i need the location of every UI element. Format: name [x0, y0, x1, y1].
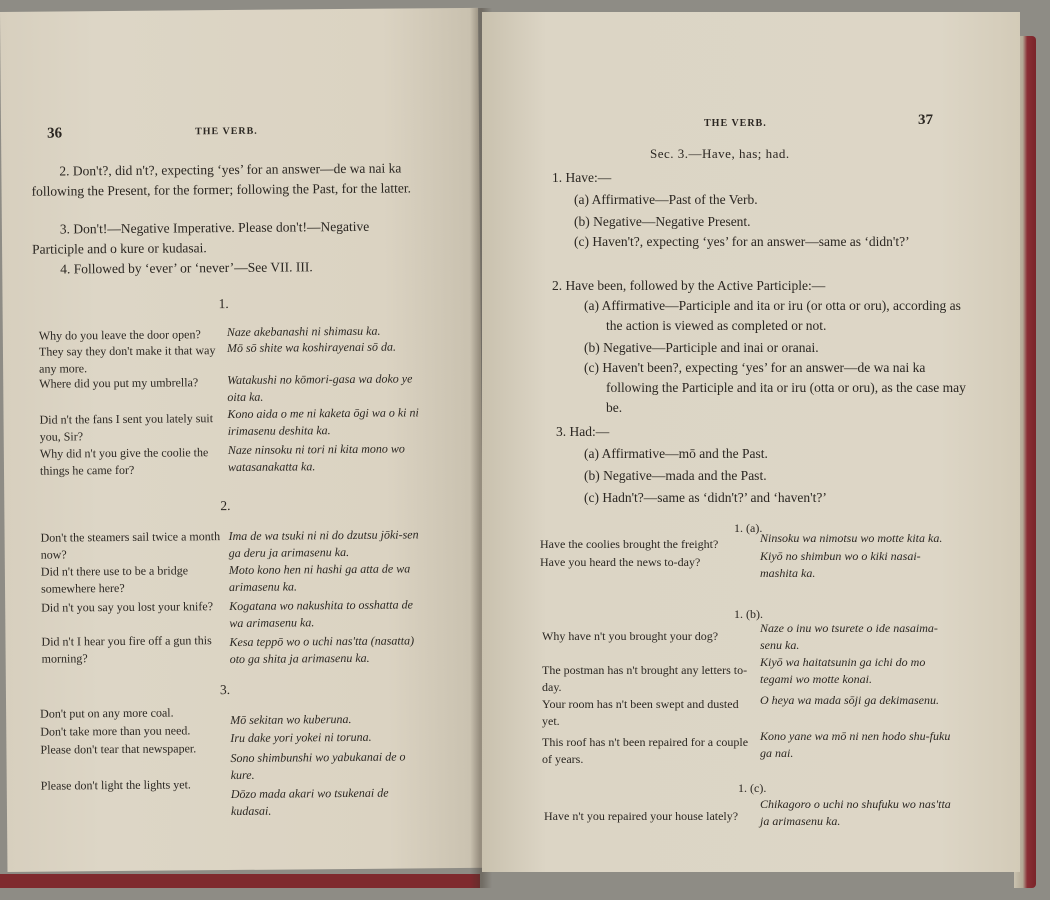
rule-2: 2. Don't?, did n't?, expecting ‘yes’ for an answer—de wa nai ka following the Present, for the former; following the Past, for the latter.: [31, 160, 412, 199]
example-jp: Dōzo mada akari wo tsukenai de kudasai.: [230, 785, 389, 819]
example-jp: Ninsoku wa nimotsu wo motte kita ka.: [760, 531, 943, 545]
example-en: Did n't I hear you fire off a gun this morning?: [41, 633, 212, 666]
example-jp: O heya wa mada sōji ga dekimasenu.: [760, 693, 939, 707]
example-jp: Iru dake yori yokei ni toruna.: [230, 729, 372, 746]
example-en: Your room has n't been swept and dusted yet.: [542, 697, 739, 728]
section-label: 2.: [220, 498, 231, 514]
example-en: Why do you leave the door open?: [38, 327, 201, 343]
example-en: Did n't there use to be a bridge somewhere here?: [40, 563, 189, 596]
book-cover-bottom: [0, 874, 480, 888]
rule-4: 4. Followed by ‘ever’ or ‘never’—See VII. III.: [60, 259, 313, 277]
example-jp: Kiyō no shimbun wo o kiki nasai-mashita ka.: [760, 549, 921, 580]
had-item: (a) Affirmative—mō and the Past.: [584, 446, 768, 461]
section-heading: Sec. 3.—Have, has; had.: [650, 146, 790, 161]
example-jp: Kesa teppō wo o uchi nas'tta (nasatta) oto ga shita ja arimasenu ka.: [229, 633, 415, 667]
have-been-item: (b) Negative—Participle and inai or oranai.: [584, 340, 819, 355]
example-en: Why did n't you give the coolie the things he came for?: [39, 445, 209, 478]
example-en: Please don't light the lights yet.: [40, 777, 191, 793]
section-label: 3.: [219, 682, 231, 698]
example-en: Have n't you repaired your house lately?: [544, 809, 739, 823]
have-item: (b) Negative—Negative Present.: [574, 214, 751, 229]
right-page: [482, 12, 1020, 872]
section-label: 1.: [218, 296, 229, 312]
example-en: The postman has n't brought any letters to-day.: [542, 663, 748, 694]
example-jp: Sono shimbunshi wo yabukanai de o kure.: [230, 749, 406, 783]
example-en: Where did you put my umbrella?: [39, 375, 199, 391]
example-en: Don't put on any more coal.: [40, 705, 174, 721]
example-en: They say they don't make it that way any more.: [38, 343, 216, 376]
have-item: (c) Haven't?, expecting ‘yes’ for an answer—same as ‘didn't?’: [574, 234, 910, 249]
example-jp: Kono aida o me ni kaketa ōgi wa o ki ni irimasenu deshita ka.: [227, 405, 419, 439]
page-number: 37: [918, 112, 933, 128]
example-jp: Moto kono hen ni hashi ga atta de wa arimasenu ka.: [228, 561, 411, 595]
have-been-item: (a) Affirmative—Participle and ita or iru (or otta or oru), according as the action is viewed as completed or not.: [584, 298, 961, 333]
running-head: THE VERB.: [195, 125, 258, 138]
example-en: Did n't the fans I sent you lately suit you, Sir?: [39, 411, 214, 444]
example-en: Why have n't you brought your dog?: [542, 629, 719, 643]
example-en: Don't take more than you need.: [40, 723, 191, 739]
example-label: 1. (c).: [738, 781, 767, 795]
example-jp: Naze ninsoku ni tori ni kita mono wo watasanakatta ka.: [227, 441, 405, 475]
had-title: 3. Had:—: [556, 424, 610, 439]
example-en: Did n't you say you lost your knife?: [41, 599, 214, 615]
example-en: Have you heard the news to-day?: [540, 555, 701, 569]
had-item: (c) Hadn't?—same as ‘didn't?’ and ‘haven't?’: [584, 490, 827, 505]
example-jp: Naze akebanashi ni shimasu ka.: [226, 323, 381, 340]
example-label: 1. (b).: [734, 607, 763, 621]
example-jp: Mō sekitan wo kuberuna.: [230, 711, 352, 728]
example-jp: Kiyō wa haitatsunin ga ichi do mo tegami wo motte konai.: [760, 655, 926, 686]
example-en: Please don't tear that newspaper.: [40, 741, 197, 757]
had-item: (b) Negative—mada and the Past.: [584, 468, 767, 483]
have-been-title: 2. Have been, followed by the Active Participle:—: [552, 278, 826, 293]
example-jp: Kogatana wo nakushita to osshatta de wa arimasenu ka.: [229, 597, 413, 631]
example-jp: Ima de wa tsuki ni ni do dzutsu jōki-sen ga deru ja arimasenu ka.: [228, 527, 419, 561]
example-jp: Kono yane wa mō ni nen hodo shu-fuku ga nai.: [760, 729, 951, 760]
open-book: [0, 8, 1040, 894]
example-en: Have the coolies brought the freight?: [540, 537, 719, 551]
example-en: Don't the steamers sail twice a month now?: [40, 529, 221, 562]
rule-3: 3. Don't!—Negative Imperative. Please don't!—Negative Participle and o kure or kudasai.: [32, 218, 370, 257]
left-page: [0, 8, 485, 872]
page-number: 36: [46, 125, 63, 142]
have-item: (a) Affirmative—Past of the Verb.: [574, 192, 758, 207]
example-jp: Watakushi no kōmori-gasa wa doko ye oita ka.: [227, 371, 413, 405]
example-jp: Mō sō shite wa koshirayenai sō da.: [226, 339, 396, 356]
example-jp: Chikagoro o uchi no shufuku wo nas'tta ja arimasenu ka.: [760, 797, 951, 828]
example-jp: Naze o inu wo tsurete o ide nasaima-senu ka.: [760, 621, 938, 652]
running-head: THE VERB.: [704, 118, 767, 129]
example-label: 1. (a).: [734, 521, 763, 535]
have-title: 1. Have:—: [552, 170, 612, 185]
example-en: This roof has n't been repaired for a couple of years.: [542, 735, 749, 766]
have-been-item: (c) Haven't been?, expecting ‘yes’ for an answer—de wa nai ka following the Participle and ita or iru (otta or oru), as the case may be.: [584, 360, 966, 415]
